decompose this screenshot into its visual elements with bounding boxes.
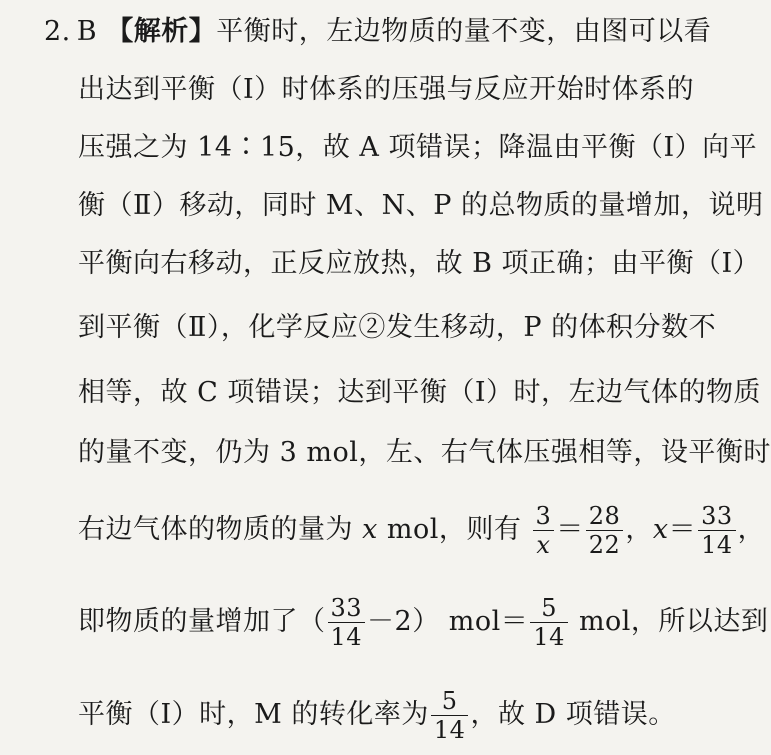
variable-x: x [652, 514, 669, 545]
answer-letter: B [76, 16, 98, 47]
comma: ， [625, 514, 653, 545]
fraction-33-over-14: $\frac{33}{14}$ [698, 502, 736, 559]
text-line-7: 相等，故 C 项错误；达到平衡（Ⅰ）时，左边气体的物质 [78, 377, 761, 408]
text-line-11 [78, 685, 732, 745]
line10-text: mol，所以达到 [569, 606, 769, 637]
text-line-4: 衡（Ⅱ）移动，同时 M、N、P 的总物质的量增加，说明 [78, 190, 764, 221]
text-line-9 [78, 500, 766, 560]
analysis-tag: 【解析】 [106, 16, 217, 47]
variable-x: x [362, 514, 378, 545]
fraction-5-over-14: $\frac{5}{14}$ [530, 594, 568, 651]
text-line-1 [44, 14, 732, 50]
fraction-5-over-14: $\frac{5}{14}$ [431, 687, 469, 744]
line9-text: 右边气体的物质的量为 [78, 514, 363, 545]
comma: ， [737, 514, 766, 545]
line9-text: mol，则有 [377, 514, 522, 545]
fraction-28-over-22: $\frac{28}{22}$ [586, 502, 624, 559]
fraction-3-over-x: $\frac{3}{x}$ [533, 502, 555, 559]
text-line-5: 平衡向右移动，正反应放热，故 B 项正确；由平衡（Ⅰ） [78, 248, 761, 279]
equals-sign: ＝ [556, 514, 584, 545]
text-line-6: 到平衡（Ⅱ），化学反应②发生移动，P 的体积分数不 [78, 312, 717, 343]
line10-text: 即物质的量增加了（ [78, 606, 326, 637]
text-line-2: 出达到平衡（Ⅰ）时体系的压强与反应开始时体系的 [78, 74, 695, 105]
line11-text: 平衡（Ⅰ）时，M 的转化率为 [78, 699, 429, 730]
question-number: 2. [44, 16, 71, 47]
text-line-8: 的量不变，仍为 3 mol，左、右气体压强相等，设平衡时 [78, 437, 771, 468]
line11-text: ，故 D 项错误。 [470, 699, 676, 730]
fraction-33-over-14: $\frac{33}{14}$ [328, 594, 366, 651]
line-text: 平衡时，左边物质的量不变，由图可以看 [216, 16, 712, 47]
equals-sign: ＝ [668, 514, 697, 545]
line10-text: －2） mol＝ [367, 606, 529, 637]
text-line-10 [78, 592, 769, 652]
text-line-3: 压强之为 14∶15，故 A 项错误；降温由平衡（Ⅰ）向平 [78, 132, 758, 163]
